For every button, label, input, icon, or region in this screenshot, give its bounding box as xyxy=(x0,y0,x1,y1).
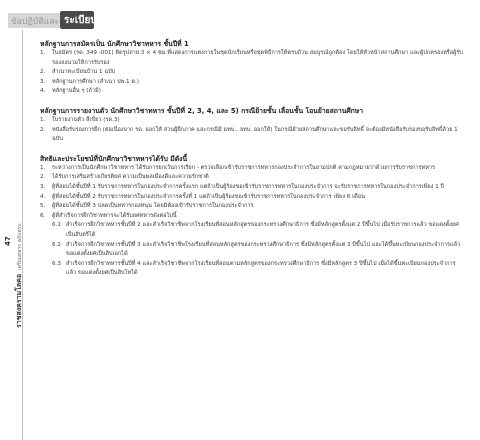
list-item: 4. หลักฐานอื่น ๆ (ถ้ามี) xyxy=(40,88,101,95)
section-application-documents xyxy=(40,39,465,97)
header-section-label: ข้อปฏิบัติและ xyxy=(11,17,60,27)
document-body xyxy=(40,39,465,288)
list-item: 1. ระหว่างการเป็นนักศึกษาวิชาทหาร ได้รับการยกเว้นการเรียก - ตรวจเลือกเข้ารับราชการทหารกองประจำการในยามปกติ ตามกฎหมายว่าด้วยการรับราชการทหาร xyxy=(40,164,436,171)
sub-list-item: 6.1 สำเร็จการฝึกวิชาทหารชั้นปีที่ 2 และสำเร็จวิชาชีพจากโรงเรียนที่สอนหลักสูตรของกระทรวงศึกษาธิการ ซึ่งมีหลักสูตรตั้งแต่ 2 ปีขึ้นไป เมื่อรับราชการแล้ว ขอแต่งตั้งยศเป็นสิบตรีได้ xyxy=(52,222,459,238)
sub-list-item: 6.3 สำเร็จการฝึกวิชาทหารชั้นปีที่ 4 และสำเร็จวิชาชีพจากโรงเรียนที่สอนตามหลักสูตรของกระทรวงศึกษาธิการ ซึ่งมีหลักสูตร 3 ปีขึ้นไป เมื่อได้ขึ้นทะเบียนกองประจำการแล้ว ขอแต่งตั้งยศเป็นสิบโทได้ xyxy=(52,260,456,277)
list-item: 4. ผู้ที่สอบได้ชั้นปีที่ 2 รับราชการทหารในกองประจำการครั้งที่ 1 แต่ถ้าเป็นผู้ร้องขอเข้ารับราชการทหารในกองประจำการ เพียง 6 เดือน xyxy=(40,193,365,200)
book-subtitle: เตรียมทหาร ฉบับครบ xyxy=(17,223,23,270)
header-tab-label: ระเบียบ xyxy=(64,15,97,26)
list-item: 2. สำเนาทะเบียนบ้าน 1 ฉบับ xyxy=(40,69,116,76)
list-item: 6. ผู้ที่สำเร็จการฝึกวิชาทหารจะได้รับยศทหารดังต่อไปนี้ 6.1 สำเร็จการฝึกวิชาทหารชั้นปีที่ 2 และสำเร็จวิชาชีพจากโรงเรียนที่สอนหลักสูตรของกระทรวงศึกษาธิการ ซึ่งมีหลักสูตรตั้งแต่ 2 ปีขึ้นไป เมื่อรับราชการแล้ว ขอแต่งตั้งยศเป็นสิบตรีได้ 6.2 สำเร็จการฝึกวิชาทหารชั้นปีที่ 3 และสำเร็จวิชาชีพโรงเรียนที่สอนหลักสูตรของกระทรวงศึกษาธิการ ซึ่งมีหลักสูตรตั้งแต่ 3 ปีขึ้นไป และได้ขึ้นทะเบียนกองประจำการแล้ว ขอแต่งตั้งยศเป็นสิบเอกได้ 6.3 สำเร็จการฝึกวิชาทหารชั้นปีที่ 4 และสำเร็จวิชาชีพจากโรงเรียนที่สอนตามหลักสูตรของกระทรวงศึกษาธิการ ซึ่งมีหลักสูตร 3 ปีขึ้นไป เมื่อได้ขึ้นทะเบียนกองประจำการแล้ว ขอแต่งตั้งยศเป็นสิบโทได้ xyxy=(40,212,465,279)
numbered-list xyxy=(40,164,465,279)
page-number: 47 xyxy=(4,236,12,246)
header-active-tab xyxy=(60,11,97,29)
list-item: 2. หนังสือรับรองการฝึก (ต่อเนื่องจาก รด. ออกให้ ส่วนผู้ฝึกภาค และกรณีมี มทบ., จทบ. ออกให้) ในกรณีย้ายสถานศึกษาและขอรับสิทธิ์ จะต้องมีหนังสือรับรองขอรับสิทธิ์ด้วย 1 ฉบับ xyxy=(40,126,458,143)
section-rights-benefits xyxy=(40,154,465,279)
list-item: 2. ได้รับการเสริมสร้างเกียรติยศ ความเป็นพลเมืองดีและความรักชาติ xyxy=(40,174,209,181)
list-item: 3. ผู้ที่สอบได้ชั้นปีที่ 1 รับราชการทหารในกองประจำการครั้งแรก แต่ถ้าเป็นผู้ร้องขอเข้ารับราชการทหารในกองประจำการ จะรับราชการทหารในกองประจำการเพียง 1 ปี xyxy=(40,183,445,190)
list-item: 3. หลักฐานการศึกษา (สำเนา ปพ.1 ต.) xyxy=(40,78,139,85)
sub-list xyxy=(52,221,465,279)
numbered-list xyxy=(40,49,465,97)
list-item: 1. ใบรายงานตัว สีเขียว (รด.3) xyxy=(40,116,120,123)
list-item: 5. ผู้ที่สอบได้ชั้นปีที่ 3 ปลดเป็นทหารกองหนุน โดยมิต้องเข้ารับราชการในกองประจำการ xyxy=(40,203,254,210)
section-report-documents xyxy=(40,106,465,145)
sub-list-item: 6.2 สำเร็จการฝึกวิชาทหารชั้นปีที่ 3 และสำเร็จวิชาชีพโรงเรียนที่สอนหลักสูตรของกระทรวงศึกษาธิการ ซึ่งมีหลักสูตรตั้งแต่ 3 ปีขึ้นไป และได้ขึ้นทะเบียนกองประจำการแล้ว ขอแต่งตั้งยศเป็นสิบเอกได้ xyxy=(52,241,461,258)
numbered-list xyxy=(40,116,465,145)
section-title: หลักฐานการสมัครเป็น นักศึกษาวิชาทหาร ชั้นปีที่ 1 xyxy=(40,40,189,48)
section-title: หลักฐานการรายงานตัว นักศึกษาวิชาทหาร ชั้นปีที่ 2, 3, 4, และ 5) กรณีย้ายชั้น เลื่อนชั้น โอนย้ายสถานศึกษา xyxy=(40,106,364,115)
header-section-tab xyxy=(8,13,60,28)
list-item: 1. ใบสมัคร (รด. 349 -001) ติดรูปถ่าย 3 × 4 ซม.ที่แสดงการแต่งกายในชุดนักเรียนหรือชุดพิธีการให้ครบถ้วน สมบูรณ์ถูกต้อง โดยให้หัวหน้าสถานศึกษา และผู้ปกครองหรือผู้รับรองลงนามให้การรับรอง xyxy=(40,50,463,66)
margin-book-title xyxy=(6,223,25,328)
book-title: ราชสงครามโลคอ xyxy=(15,273,23,328)
section-title: สิทธิและประโยชน์ที่นักศึกษาวิชาทหารได้รับ มีดังนี้ xyxy=(40,154,188,163)
